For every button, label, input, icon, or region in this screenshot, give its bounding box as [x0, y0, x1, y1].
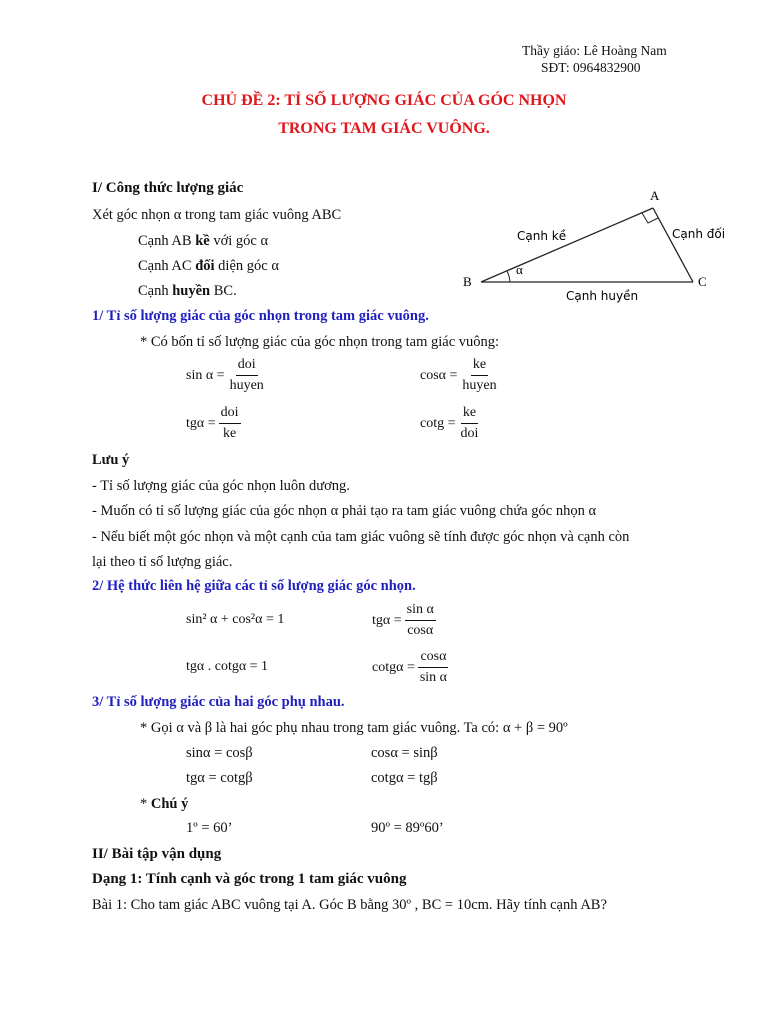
formula-cotg [420, 405, 480, 442]
side-ac-post: diện góc α [214, 258, 279, 274]
complement-r1a: sinα = cosβ [186, 745, 253, 761]
alpha-label: α [516, 262, 523, 277]
angle-alpha-arc [507, 271, 510, 282]
right-angle-mark [642, 213, 658, 223]
side-bc-line [138, 283, 237, 300]
part1-heading: 1/ Tỉ số lượng giác của góc nhọn trong tam giác vuông. [92, 308, 429, 324]
point-c-label: C [698, 274, 707, 289]
section2-heading: II/ Bài tập vận dụng [92, 846, 222, 862]
part3-heading: 3/ Tỉ số lượng giác của hai góc phụ nhau. [92, 694, 345, 710]
luu-y-item-3: - Nếu biết một góc nhọn và một cạnh của tam giác vuông sẽ tính được góc nhọn và cạnh còn [92, 529, 630, 545]
point-b-label: B [463, 274, 472, 289]
degree-note-a: 1º = 60’ [186, 820, 233, 836]
formula-tg [186, 405, 241, 442]
part3-note: * Gọi α và β là hai góc phụ nhau trong tam giác vuông. Ta có: α + β = 90º [140, 720, 568, 736]
sin-lhs: sin α = [186, 367, 225, 383]
chu-y-star: * [140, 796, 151, 812]
right-triangle-figure [455, 185, 735, 310]
cos-lhs: cosα = [420, 367, 458, 383]
cotg-lhs: cotg = [420, 415, 456, 431]
tg-fraction [219, 405, 241, 442]
identity-cotg-numerator: cosα [418, 649, 448, 668]
side-bc-bold: huyền [172, 283, 211, 299]
sin-numerator: doi [236, 357, 258, 376]
degree-note-b: 90º = 89º60’ [371, 820, 444, 836]
identity-cotg-lhs: cotgα = [372, 659, 415, 675]
sin-denominator: huyen [229, 378, 264, 393]
complement-r2b: cotgα = tgβ [371, 770, 438, 786]
luu-y-item-1: - Tỉ số lượng giác của góc nhọn luôn dương. [92, 478, 350, 494]
identity-cotg-denominator: sin α [419, 670, 448, 685]
cotg-denominator: doi [460, 426, 479, 441]
cotg-numerator: ke [461, 405, 478, 424]
complement-r2a: tgα = cotgβ [186, 770, 253, 786]
identity-tg-denominator: cosα [407, 623, 434, 638]
identity-cotg-fraction [418, 649, 449, 686]
identity-tg-lhs: tgα = [372, 612, 402, 628]
chu-y-heading: Chú ý [150, 796, 189, 812]
formula-cos [420, 357, 499, 394]
section1-heading: I/ Công thức lượng giác [92, 180, 244, 196]
identity-tg-cotg: tgα . cotgα = 1 [186, 659, 269, 674]
label-canh-doi: Cạnh đối [672, 227, 726, 241]
complement-r1b: cosα = sinβ [371, 745, 438, 761]
identity-sin-cos: sin² α + cos²α = 1 [186, 612, 285, 627]
page-title-line2: TRONG TAM GIÁC VUÔNG. [278, 120, 490, 137]
side-bc-post: BC. [210, 283, 237, 299]
point-a-label: A [650, 188, 660, 203]
dang1-heading: Dạng 1: Tính cạnh và góc trong 1 tam giác vuông [92, 871, 407, 887]
side-ac-pre: Cạnh AC [138, 258, 196, 274]
side-ab [481, 208, 653, 282]
side-ab-bold: kề [195, 233, 210, 249]
side-ac-bold: đối [195, 258, 215, 274]
side-ab-line [138, 233, 268, 250]
side-bc-pre: Cạnh [138, 283, 173, 299]
part2-heading: 2/ Hệ thức liên hệ giữa các tỉ số lượng giác góc nhọn. [92, 578, 416, 594]
sin-fraction [228, 357, 266, 394]
side-ab-pre: Cạnh AB [138, 233, 196, 249]
tg-denominator: ke [222, 426, 237, 441]
teacher-phone: SĐT: 0964832900 [541, 60, 641, 75]
side-ac [653, 208, 693, 282]
label-canh-huyen: Cạnh huyền [566, 289, 639, 303]
tg-numerator: doi [219, 405, 241, 424]
identity-tg-fraction [405, 602, 436, 639]
identity-tg-numerator: sin α [405, 602, 436, 621]
cotg-fraction [459, 405, 481, 442]
label-canh-ke: Cạnh kề [517, 229, 567, 243]
page-title-line1: CHỦ ĐỀ 2: TỈ SỐ LƯỢNG GIÁC CỦA GÓC NHỌN [201, 92, 567, 109]
cos-denominator: huyen [462, 378, 497, 393]
identity-cotg [372, 649, 449, 686]
bai1-text: Bài 1: Cho tam giác ABC vuông tại A. Góc B bằng 30º , BC = 10cm. Hãy tính cạnh AB? [92, 897, 607, 913]
chu-y-line [140, 796, 188, 813]
tg-lhs: tgα = [186, 415, 216, 431]
luu-y-heading: Lưu ý [92, 452, 130, 468]
teacher-name: Thầy giáo: Lê Hoàng Nam [522, 43, 667, 58]
identity-tg [372, 602, 436, 639]
luu-y-item-2: - Muốn có tỉ số lượng giác của góc nhọn α phải tạo ra tam giác vuông chứa góc nhọn α [92, 503, 597, 519]
cos-numerator: ke [471, 357, 488, 376]
section1-intro: Xét góc nhọn α trong tam giác vuông ABC [92, 207, 342, 223]
formula-sin [186, 357, 266, 394]
side-ab-post: với góc α [209, 233, 269, 249]
cos-fraction [460, 357, 498, 394]
side-ac-line [138, 258, 279, 275]
part1-note: * Có bốn tỉ số lượng giác của góc nhọn trong tam giác vuông: [140, 334, 500, 350]
luu-y-item-4: lại theo tỉ số lượng giác. [92, 554, 233, 570]
